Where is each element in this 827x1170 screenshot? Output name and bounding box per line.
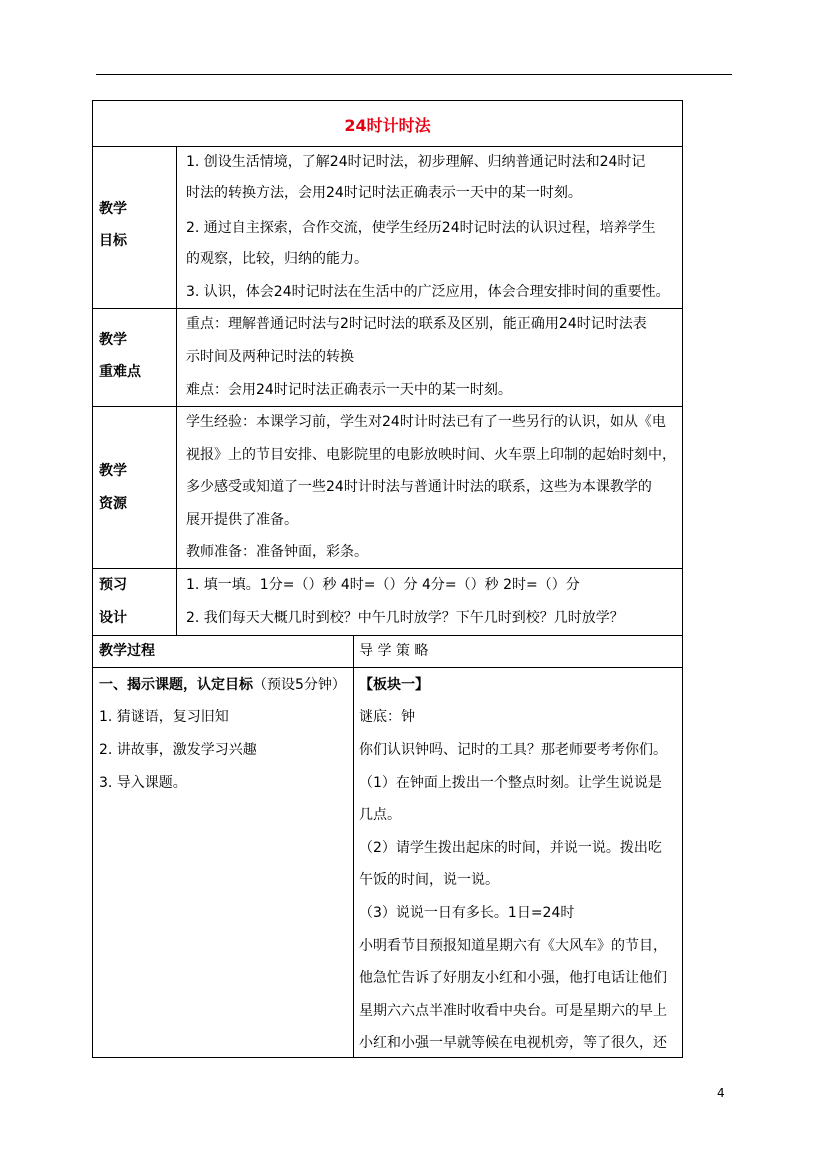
goal-line: 时法的转换方法，会用24时记时法正确表示一天中的某一时刻。 [186,185,582,201]
strategy-line: 星期六六点半准时收看中央台。可是星期六的早上 [359,1003,667,1019]
strategy-line: 小明看节目预报知道星期六有《大风车》的节目， [359,938,667,954]
row-divider [93,568,682,569]
goal-label-2: 目标 [99,233,127,249]
difficulty-line: 难点：会用24时记时法正确表示一天中的某一时刻。 [186,382,512,398]
goal-line: 2. 通过自主探索，合作交流，使学生经历24时记时法的认识过程，培养学生 [186,220,656,236]
step-item: 1. 猜谜语，复习旧知 [99,709,229,725]
column-divider [353,635,354,1057]
resources-line: 多少感受或知道了一些24时计时法与普通计时法的联系，这些为本课教学的 [186,479,652,495]
goal-label-1: 教学 [99,201,127,217]
page-number: 4 [717,1086,725,1100]
strategy-line: 午饭的时间，说一说。 [359,872,499,888]
row-divider [93,146,682,147]
section-title [99,675,346,695]
goal-line: 的观察，比较，归纳的能力。 [186,251,368,267]
strategy-line: 你们认识钟吗、记时的工具？那老师要考考你们。 [359,742,667,758]
section-title-main: 一、揭示课题，认定目标 [99,677,253,693]
row-divider [93,667,682,668]
resources-line: 教师准备：准备钟面，彩条。 [186,544,368,560]
row-divider [93,406,682,407]
lesson-plan-table [92,100,683,1058]
goal-line: 1. 创设生活情境，了解24时记时法，初步理解、归纳普通记时法和24时记 [186,154,646,170]
strategy-line: 谜底：钟 [359,709,415,725]
strategy-line: （1）在钟面上拨出一个整点时刻。让学生说说是 [359,775,662,791]
resources-label-2: 资源 [99,496,127,512]
block-title: 【板块一】 [359,677,429,693]
strategy-line: 小红和小强一早就等候在电视机旁，等了很久，还 [359,1035,667,1051]
goal-line: 3. 认识，体会24时记时法在生活中的广泛应用，体会合理安排时间的重要性。 [186,284,670,300]
row-divider [93,308,682,309]
preview-line: 2. 我们每天大概几时到校？中午几时放学？下午几时到校？几时放学？ [186,610,624,626]
difficulty-line: 示时间及两种记时法的转换 [186,349,354,365]
row-divider [93,635,682,636]
process-header-left: 教学过程 [99,643,155,659]
strategy-line: （3）说说一日有多长。1日=24时 [359,905,575,921]
step-item: 3. 导入课题。 [99,775,187,791]
preview-label-1: 预习 [99,577,127,593]
page-title: 24时计时法 [344,116,431,135]
process-header-right: 导 学 策 略 [359,643,429,659]
preview-line: 1. 填一填。1分=（）秒 4时=（）分 4分=（）秒 2时=（）分 [186,577,580,593]
column-divider [176,146,177,635]
resources-line: 视报》上的节目安排、电影院里的电影放映时间、火车票上印制的起始时刻中， [186,447,676,463]
strategy-line: 几点。 [359,807,401,823]
preview-label-2: 设计 [99,610,127,626]
difficulty-label-1: 教学 [99,332,127,348]
section-title-time: （预设5分钟） [253,677,346,693]
resources-line: 学生经验：本课学习前，学生对24时计时法已有了一些另行的认识，如从《电 [186,414,666,430]
step-item: 2. 讲故事，激发学习兴趣 [99,742,257,758]
header-rule [96,74,732,75]
difficulty-line: 重点：理解普通记时法与2时记时法的联系及区别，能正确用24时记时法表 [186,316,647,332]
strategy-line: 他急忙告诉了好朋友小红和小强，他打电话让他们 [359,970,667,986]
resources-label-1: 教学 [99,463,127,479]
resources-line: 展开提供了准备。 [186,512,298,528]
difficulty-label-2: 重难点 [99,364,141,380]
strategy-line: （2）请学生拨出起床的时间，并说一说。拨出吃 [359,840,662,856]
